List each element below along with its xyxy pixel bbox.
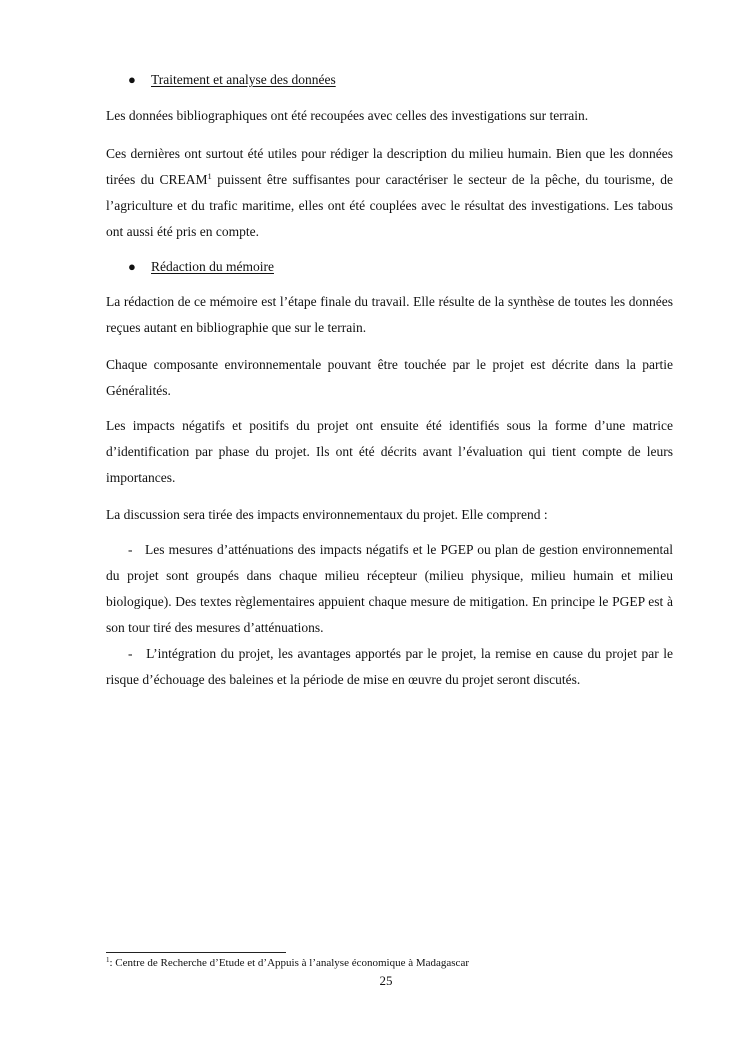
paragraph-traitement-1: Les données bibliographiques ont été recoupées avec celles des investigations sur terrain. (106, 108, 589, 123)
list-item-integration-text: L’intégration du projet, les avantages apportés par le projet, la remise en cause du projet par le risque d’échouage des baleines et la période de mise en œuvre du projet seront discutés. (106, 646, 673, 687)
paragraph-redaction-4: La discussion sera tirée des impacts environnementaux du projet. Elle comprend : (106, 507, 548, 522)
paragraph-redaction-1: La rédaction de ce mémoire est l’étape finale du travail. Elle résulte de la synthèse de toutes les données reçues autant en bibliographie que sur le terrain. (106, 294, 673, 335)
page-number: 25 (379, 973, 393, 988)
footnote-marker: 1 (106, 956, 110, 964)
paragraph-traitement-2-start: Ces dernières ont surtout été utiles pour rédiger la description du milieu humain. Bien que les données tirées du CREAM (106, 146, 673, 187)
list-item-mesures-text: Les mesures d’atténuations des impacts négatifs et le PGEP ou plan de gestion environnemental du projet sont groupés dans chaque milieu récepteur (milieu physique, milieu humain et milieu biologique). Des textes règlementaires appuient chaque mesure de mitigation. En principe le PGEP est à son tour tiré des mesures d’atténuations. (106, 542, 674, 635)
footnote-ref: 1 (207, 171, 212, 181)
paragraph-traitement-2-end: puissent être suffisantes pour caractériser le secteur de la pêche, du tourisme, de l’agriculture et du trafic maritime, elles ont été couplées avec le résultat des investigations. Les tabous ont aussi été pris en compte. (106, 172, 674, 239)
section-heading-traitement (128, 71, 336, 89)
heading-redaction-text: Rédaction du mémoire (151, 259, 274, 274)
list-item-mesures (106, 537, 673, 641)
footnote-divider (106, 952, 286, 953)
paragraph-redaction-3: Les impacts négatifs et positifs du projet ont ensuite été identifiés sous la forme d’une matrice d’identification par phase du projet. Ils ont été décrits avant l’évaluation qui tient compte de leurs importances. (106, 418, 673, 485)
footnote (106, 956, 469, 970)
paragraph-traitement-2 (106, 141, 673, 245)
paragraph-redaction-2: Chaque composante environnementale pouvant être touchée par le projet est décrite dans la partie Généralités. (106, 357, 673, 398)
bullet-icon: ● (128, 72, 136, 87)
bullet-icon: ● (128, 259, 136, 274)
list-item-integration (106, 641, 673, 693)
list-dash: - (128, 542, 133, 557)
section-heading-redaction (128, 258, 274, 276)
footnote-text: : Centre de Recherche d’Etude et d’Appuis à l’analyse économique à Madagascar (109, 957, 469, 969)
list-dash: - (128, 646, 133, 661)
heading-traitement-text: Traitement et analyse des données (151, 72, 336, 87)
